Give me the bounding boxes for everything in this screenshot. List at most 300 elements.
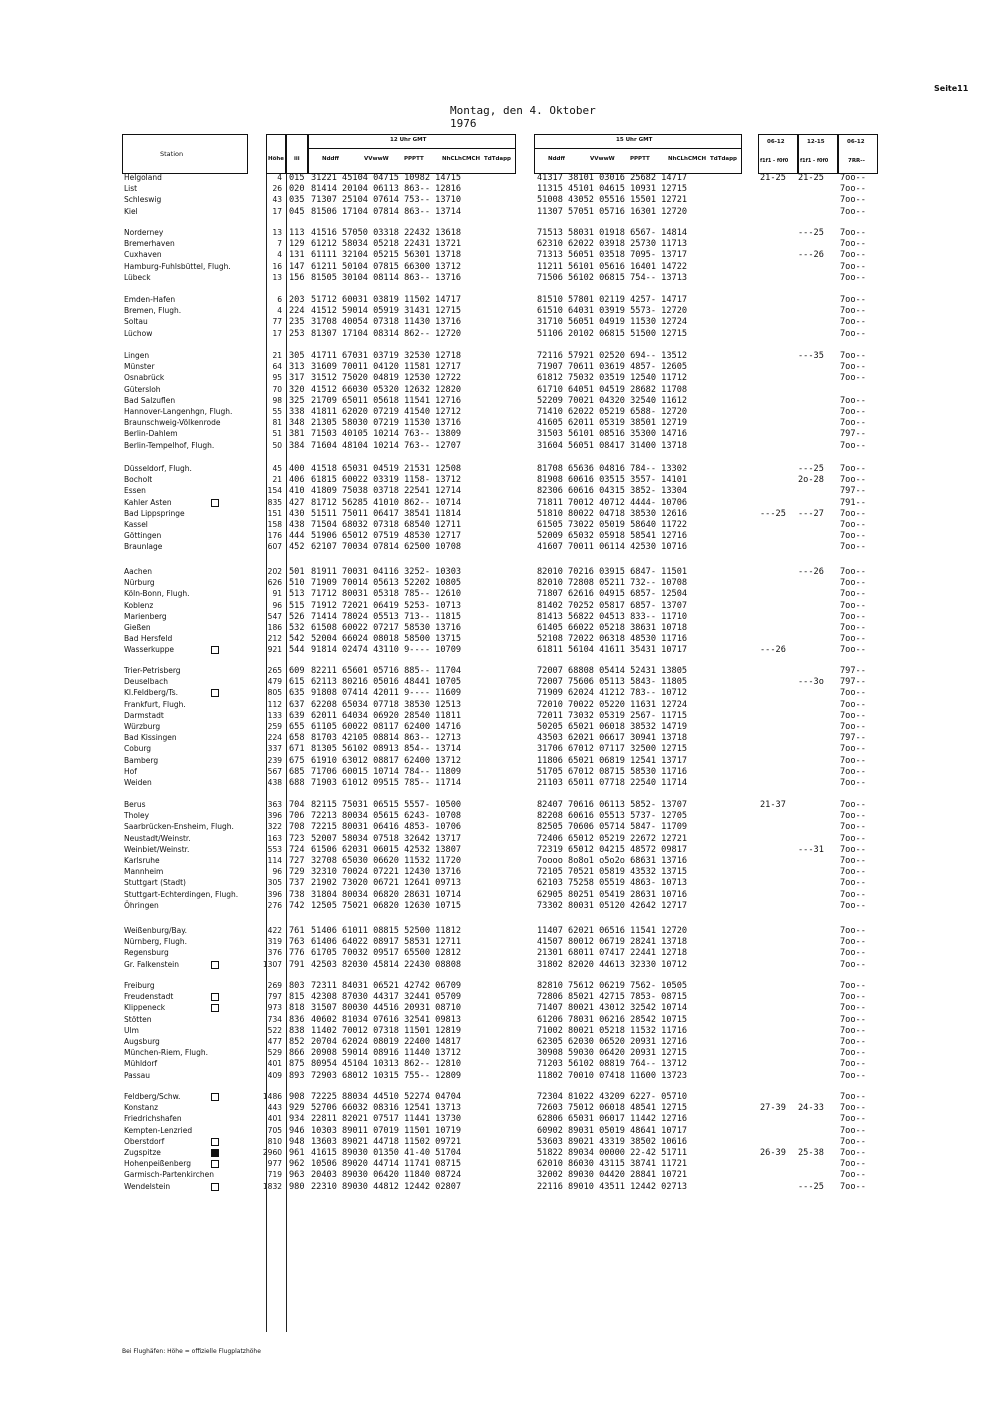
station-height: 705 <box>267 1125 282 1135</box>
station-id: 320 <box>289 384 305 395</box>
obs-12utc: 20403 89030 06420 11840 08724 <box>311 1170 462 1181</box>
station-height: 1832 <box>262 1181 282 1191</box>
col-r3: 7oo-- <box>840 578 866 589</box>
uhr12-header: 12 Uhr GMT <box>390 137 427 143</box>
col-r3: 7oo-- <box>840 295 866 305</box>
station-id: 129 <box>289 239 305 250</box>
station-height: 81 <box>272 418 282 428</box>
obs-15utc: 31604 56051 08417 31400 13718 <box>537 440 688 451</box>
station-header-cell <box>122 134 248 174</box>
square-icon <box>211 961 219 969</box>
hoehe-header: Höhe <box>268 156 285 162</box>
square-icon <box>211 993 219 1001</box>
station-name: Köln-Bonn, Flugh. <box>124 589 190 599</box>
station-height: 265 <box>267 666 282 675</box>
col-r3: 7oo-- <box>840 1181 866 1192</box>
obs-15utc: 81402 70252 05817 6857- 13707 <box>537 600 688 611</box>
col-r3: 7oo-- <box>840 407 866 417</box>
station-height: 797 <box>267 992 282 1002</box>
col-r1: 21-25 <box>760 173 786 183</box>
station-id: 929 <box>289 1103 305 1114</box>
col-r3: 791-- <box>840 497 866 508</box>
obs-15utc: 11315 45101 04615 10931 12715 <box>537 184 688 195</box>
ppptt-header: PPPTT <box>630 156 650 162</box>
station-height: 4 <box>277 173 282 182</box>
obs-15utc: 21301 68011 07417 22441 12718 <box>537 948 688 959</box>
station-id: 852 <box>289 1037 305 1047</box>
obs-12utc: 61211 50104 07815 66300 13712 <box>311 261 462 272</box>
station-name: Augsburg <box>124 1037 160 1046</box>
station-id: 156 <box>289 272 305 283</box>
station-name: Stötten <box>124 1014 152 1024</box>
col-r2: ---26 <box>798 250 824 261</box>
obs-12utc: 71909 70014 05613 52202 10805 <box>311 578 462 589</box>
obs-12utc: 41811 62020 07219 41540 12712 <box>311 407 462 417</box>
station-height: 305 <box>267 878 282 888</box>
station-height: 7 <box>277 239 282 249</box>
col-r1: ---25 <box>760 508 786 519</box>
station-id: 400 <box>289 464 305 474</box>
col-r3: 7oo-- <box>840 1059 866 1070</box>
col-r2: ---25 <box>798 464 824 474</box>
obs-12utc: 71414 78024 05513 713-- 11815 <box>311 611 462 622</box>
station-id: 317 <box>289 373 305 384</box>
col-r2: ---26 <box>798 567 824 577</box>
col-r3: 7oo-- <box>840 811 866 822</box>
station-name: Hamburg-Fuhlsbüttel, Flugh. <box>124 261 231 271</box>
station-id: 113 <box>289 228 305 238</box>
col-r3: 7oo-- <box>840 1048 866 1059</box>
column-rule <box>286 174 287 1332</box>
station-id: 961 <box>289 1148 305 1158</box>
obs-15utc: 43503 62021 06617 30941 13718 <box>537 733 688 744</box>
r3-header: 06-12 <box>847 139 865 145</box>
r3-subheader: 7RR-- <box>848 158 865 164</box>
station-name: Hof <box>124 766 137 776</box>
station-height: 21 <box>272 351 282 360</box>
station-height: 95 <box>272 373 282 383</box>
obs-12utc: 72903 68012 10315 755-- 12809 <box>311 1070 462 1081</box>
station-height: 96 <box>272 600 282 610</box>
square-icon <box>211 1138 219 1146</box>
station-height: 4 <box>277 306 282 316</box>
obs-12utc: 80954 45104 10313 862-- 12810 <box>311 1059 462 1070</box>
station-id: 544 <box>289 645 305 656</box>
station-name: Frankfurt, Flugh. <box>124 699 186 709</box>
station-height: 112 <box>267 699 282 709</box>
station-height: 547 <box>267 611 282 621</box>
col-r3: 797-- <box>840 486 866 497</box>
station-name: Cuxhaven <box>124 250 162 260</box>
obs-12utc: 61105 60022 08117 62400 14716 <box>311 722 462 732</box>
col-r2: ---27 <box>798 508 824 519</box>
station-name: Marienberg <box>124 611 167 621</box>
col-r3: 7oo-- <box>840 395 866 406</box>
station-id: 791 <box>289 959 305 970</box>
col-r3: 7oo-- <box>840 250 866 261</box>
col-r3: 7oo-- <box>840 508 866 519</box>
obs-12utc: 51511 75011 06417 38541 11814 <box>311 508 462 519</box>
station-name: Öhringen <box>124 900 159 910</box>
station-name: München-Riem, Flugh. <box>124 1048 208 1058</box>
station-height: 186 <box>267 623 282 632</box>
station-id: 742 <box>289 900 305 911</box>
r2-subheader: f1f1 - f0f0 <box>800 158 829 164</box>
obs-12utc: 51712 60031 03819 11502 14717 <box>311 295 462 305</box>
obs-15utc: 51810 80022 04718 38530 12616 <box>537 508 688 519</box>
col-r3: 7oo-- <box>840 844 866 855</box>
obs-12utc: 81506 17104 07814 863-- 13714 <box>311 206 462 217</box>
station-id: 818 <box>289 1003 305 1014</box>
col-r2: ---25 <box>798 1181 824 1192</box>
station-id: 639 <box>289 710 305 721</box>
station-name: Kassel <box>124 520 148 529</box>
obs-12utc: 21709 65011 05618 11541 12716 <box>311 395 462 406</box>
col-r3: 7oo-- <box>840 239 866 250</box>
station-id: 615 <box>289 677 305 688</box>
obs-12utc: 81307 17104 08314 862-- 12720 <box>311 328 462 339</box>
obs-15utc: 61505 73022 05019 58640 11722 <box>537 520 688 530</box>
station-id: 338 <box>289 407 305 417</box>
obs-12utc: 31804 80034 06820 28631 10714 <box>311 889 462 900</box>
station-height: 479 <box>267 677 282 687</box>
station-height: 401 <box>267 1114 282 1124</box>
col-r3: 7oo-- <box>840 542 866 553</box>
vvwww-header: VVwwW <box>590 156 615 162</box>
station-name: Friedrichshafen <box>124 1114 182 1124</box>
station-name: Gütersloh <box>124 384 161 394</box>
obs-12utc: 31507 80030 44516 20931 08710 <box>311 1003 462 1014</box>
obs-12utc: 71503 40105 10214 763-- 13809 <box>311 429 462 440</box>
station-id: 635 <box>289 688 305 699</box>
square-icon <box>211 1093 219 1101</box>
obs-12utc: 82115 75031 06515 5557- 10500 <box>311 800 462 810</box>
obs-12utc: 41615 89030 01350 41-40 51704 <box>311 1148 462 1158</box>
station-name: Bremerhaven <box>124 239 175 249</box>
col-r3: 7oo-- <box>840 800 866 810</box>
col-r2: ---3o <box>798 677 824 688</box>
col-r3: 7oo-- <box>840 755 866 766</box>
col-r3: 7oo-- <box>840 1159 866 1170</box>
obs-15utc: 52108 72022 06318 48530 11716 <box>537 634 688 645</box>
station-height: 91 <box>272 589 282 599</box>
iii-header: iii <box>294 156 300 162</box>
col-r3: 7oo-- <box>840 766 866 777</box>
obs-12utc: 31609 70011 04120 11581 12717 <box>311 362 462 373</box>
station-id: 655 <box>289 722 305 732</box>
station-id: 438 <box>289 520 305 530</box>
col-r3: 7oo-- <box>840 600 866 611</box>
station-name: Berlin-Dahlem <box>124 429 178 439</box>
nh-header: NhCLhCMCH <box>668 156 707 162</box>
station-name: Emden-Hafen <box>124 295 176 304</box>
obs-12utc: 61815 60022 03319 1158- 13712 <box>311 475 462 486</box>
station-name: Essen <box>124 486 146 496</box>
col-r1: 27-39 <box>760 1103 786 1114</box>
station-id: 724 <box>289 844 305 855</box>
obs-15utc: 71407 80021 43012 32542 10714 <box>537 1003 688 1014</box>
station-name: Münster <box>124 362 155 372</box>
station-height: 319 <box>267 937 282 947</box>
station-id: 729 <box>289 867 305 878</box>
obs-15utc: 82010 72808 05211 732-- 10708 <box>537 578 688 589</box>
obs-15utc: 72010 70022 05220 11631 12724 <box>537 699 688 710</box>
col-r3: 7oo-- <box>840 645 866 656</box>
obs-15utc: 53603 89021 43319 38502 10616 <box>537 1136 688 1147</box>
obs-15utc: 61812 75032 03519 12540 11712 <box>537 373 688 384</box>
station-name: Helgoland <box>124 173 162 182</box>
station-id: 738 <box>289 889 305 900</box>
col-r3: 7oo-- <box>840 1014 866 1025</box>
obs-15utc: 71506 56102 06815 754-- 13713 <box>537 272 688 283</box>
station-name: Hannover-Langenhgn, Flugh. <box>124 407 233 416</box>
page-title: Montag, den 4. Oktober 1976 <box>450 104 596 130</box>
obs-15utc: 50205 65021 06018 38532 14719 <box>537 722 688 732</box>
obs-12utc: 42503 82030 45814 22430 08808 <box>311 959 462 970</box>
station-name: Berlin-Tempelhof, Flugh. <box>124 440 215 450</box>
station-id: 688 <box>289 778 305 788</box>
station-id: 963 <box>289 1170 305 1181</box>
hoehe-header-cell <box>266 134 286 174</box>
station-name: Lingen <box>124 351 150 360</box>
station-id: 727 <box>289 856 305 866</box>
station-height: 17 <box>272 328 282 338</box>
station-id: 836 <box>289 1014 305 1025</box>
station-name: Wasserkuppe <box>124 645 175 655</box>
station-name: Tholey <box>124 811 150 821</box>
obs-12utc: 20704 62024 08019 22400 14817 <box>311 1037 462 1047</box>
obs-12utc: 10303 89011 07019 11501 10719 <box>311 1125 462 1136</box>
station-height: 401 <box>267 1059 282 1069</box>
station-id: 131 <box>289 250 305 261</box>
obs-12utc: 81703 42105 08814 863-- 12713 <box>311 733 462 744</box>
tdapp-header: TdTdapp <box>484 156 511 162</box>
station-id: 704 <box>289 800 305 810</box>
obs-15utc: 82208 60616 05513 5737- 12705 <box>537 811 688 822</box>
col-r3: 7oo-- <box>840 856 866 866</box>
obs-12utc: 71504 68032 07318 68540 12711 <box>311 520 462 530</box>
station-height: 55 <box>272 407 282 416</box>
obs-12utc: 91814 02474 43110 9---- 10709 <box>311 645 462 656</box>
station-height: 43 <box>272 195 282 205</box>
col-r3: 7oo-- <box>840 206 866 217</box>
obs-12utc: 61212 58034 05218 22431 13721 <box>311 239 462 250</box>
col-r2: ---31 <box>798 844 824 855</box>
square-icon <box>211 1183 219 1191</box>
station-height: 4 <box>277 250 282 260</box>
station-name: Kempten-Lenzried <box>124 1125 193 1135</box>
station-name: Nürburg <box>124 578 155 588</box>
station-name: Aachen <box>124 567 152 576</box>
station-name: Lüchow <box>124 328 153 338</box>
station-height: 133 <box>267 710 282 720</box>
station-name: Bad Hersfeld <box>124 634 173 644</box>
station-id: 348 <box>289 418 305 429</box>
station-height: 810 <box>267 1136 282 1146</box>
col-r3: 7oo-- <box>840 261 866 272</box>
ppptt-header: PPPTT <box>404 156 424 162</box>
obs-12utc: 52004 66024 08018 58500 13715 <box>311 634 462 645</box>
station-height: 21 <box>272 475 282 485</box>
station-id: 515 <box>289 600 305 611</box>
station-height: 6 <box>277 295 282 304</box>
station-id: 946 <box>289 1125 305 1136</box>
col-r3: 797-- <box>840 666 866 676</box>
col-r3: 7oo-- <box>840 418 866 429</box>
col-r3: 7oo-- <box>840 1025 866 1036</box>
col-r3: 7oo-- <box>840 328 866 339</box>
obs-12utc: 62113 80216 05016 48441 10705 <box>311 677 462 688</box>
obs-12utc: 41809 75038 03718 22541 12714 <box>311 486 462 497</box>
station-id: 637 <box>289 699 305 710</box>
obs-12utc: 42308 87030 44317 32441 05709 <box>311 992 462 1003</box>
station-height: 734 <box>267 1014 282 1024</box>
r1-subheader: f1f1 - f0f0 <box>760 158 789 164</box>
obs-12utc: 32708 65030 06620 11532 11720 <box>311 856 462 866</box>
obs-15utc: 62905 80251 05419 28631 10716 <box>537 889 688 900</box>
station-name: Freiburg <box>124 981 155 990</box>
obs-15utc: 11307 57051 05716 16301 12720 <box>537 206 688 217</box>
station-name: Braunlage <box>124 542 163 552</box>
obs-15utc: 62103 75258 05519 4863- 10713 <box>537 878 688 889</box>
obs-12utc: 82211 65601 05716 885-- 11704 <box>311 666 462 676</box>
col-r3: 7oo-- <box>840 1037 866 1047</box>
station-height: 16 <box>272 261 282 271</box>
station-height: 1307 <box>262 959 282 969</box>
station-name: Kl.Feldberg/Ts. <box>124 688 178 698</box>
station-id: 045 <box>289 206 305 217</box>
station-id: 908 <box>289 1092 305 1102</box>
obs-15utc: 73302 80031 05120 42642 12717 <box>537 900 688 911</box>
station-name: List <box>124 184 138 194</box>
obs-15utc: 31710 56051 04919 11530 12724 <box>537 317 688 328</box>
obs-12utc: 62107 70034 07814 62500 10708 <box>311 542 462 553</box>
obs-15utc: 72007 75606 05113 5843- 11805 <box>537 677 688 688</box>
station-name: Feldberg/Schw. <box>124 1092 181 1101</box>
station-id: 035 <box>289 195 305 206</box>
station-height: 26 <box>272 184 282 194</box>
obs-15utc: 72011 73032 05319 2567- 11715 <box>537 710 688 721</box>
station-name: Regensburg <box>124 948 169 958</box>
obs-15utc: 11211 56101 05616 16401 14722 <box>537 261 688 272</box>
station-id: 737 <box>289 878 305 889</box>
station-id: 384 <box>289 440 305 451</box>
obs-15utc: 51705 67012 08715 58530 11716 <box>537 766 688 777</box>
station-name: Gießen <box>124 623 151 632</box>
nddff-header: Nddff <box>322 156 339 162</box>
col-r3: 7oo-- <box>840 959 866 970</box>
station-name: Weinbiet/Weinstr. <box>124 844 190 854</box>
station-height: 276 <box>267 900 282 910</box>
obs-15utc: 62305 62030 06520 20931 12716 <box>537 1037 688 1047</box>
station-name: Weißenburg/Bay. <box>124 926 188 935</box>
station-name: Karlsruhe <box>124 856 160 865</box>
station-height: 269 <box>267 981 282 990</box>
header-divider <box>534 148 742 149</box>
iii-header-cell <box>286 134 308 174</box>
obs-12utc: 21902 73020 06721 12641 09713 <box>311 878 462 889</box>
obs-15utc: 71907 70611 03619 4857- 12605 <box>537 362 688 373</box>
obs-15utc: 71313 56051 03518 7095- 13717 <box>537 250 688 261</box>
obs-15utc: 11407 62021 06516 11541 12720 <box>537 926 688 936</box>
obs-12utc: 72225 88034 44510 52274 04704 <box>311 1092 462 1102</box>
station-id: 980 <box>289 1181 305 1192</box>
obs-15utc: 61710 64051 04519 28682 11708 <box>537 384 688 395</box>
station-id: 675 <box>289 755 305 766</box>
station-id: 893 <box>289 1070 305 1081</box>
col-r3: 7oo-- <box>840 475 866 486</box>
nh-header: NhCLhCMCH <box>442 156 481 162</box>
col-r3: 7oo-- <box>840 317 866 328</box>
obs-12utc: 61508 60022 07217 58530 13716 <box>311 623 462 633</box>
obs-12utc: 71912 72021 06419 5253- 10713 <box>311 600 462 611</box>
obs-12utc: 32310 70024 07221 12430 13716 <box>311 867 462 878</box>
obs-12utc: 62011 64034 06920 28540 11811 <box>311 710 462 721</box>
obs-12utc: 10506 89020 44714 11741 08715 <box>311 1159 462 1170</box>
obs-15utc: 81510 57801 02119 4257- 14717 <box>537 295 688 305</box>
col-r3: 7oo-- <box>840 1148 866 1158</box>
station-height: 224 <box>267 733 282 743</box>
obs-12utc: 61111 32104 05215 56301 13718 <box>311 250 462 261</box>
col-r3: 797-- <box>840 429 866 440</box>
station-name: Nürnberg, Flugh. <box>124 937 187 947</box>
col-r3: 7oo-- <box>840 822 866 833</box>
station-height: 438 <box>267 778 282 787</box>
station-name: Saarbrücken-Ensheim, Flugh. <box>124 822 234 832</box>
obs-12utc: 61910 63012 08817 62400 13712 <box>311 755 462 766</box>
station-name: Stuttgart-Echterdingen, Flugh. <box>124 889 239 899</box>
square-icon <box>211 689 219 697</box>
obs-15utc: 72406 65012 05219 22672 12721 <box>537 833 688 844</box>
station-id: 452 <box>289 542 305 553</box>
obs-15utc: 81908 60616 03515 3557- 14101 <box>537 475 688 486</box>
station-name: Würzburg <box>124 722 161 731</box>
obs-12utc: 31221 45104 04715 10982 14715 <box>311 173 462 183</box>
col-r3: 7oo-- <box>840 1170 866 1181</box>
station-id: 430 <box>289 508 305 519</box>
station-id: 934 <box>289 1114 305 1125</box>
nddff-header: Nddff <box>548 156 565 162</box>
square-icon <box>211 499 219 507</box>
obs-15utc: 61811 56104 41611 35431 10717 <box>537 645 688 656</box>
obs-12utc: 40602 81034 07616 32541 09813 <box>311 1014 462 1025</box>
col-r3: 7oo-- <box>840 926 866 936</box>
station-height: 921 <box>267 645 282 655</box>
obs-12utc: 51906 65012 07519 48530 12717 <box>311 531 462 542</box>
station-height: 151 <box>267 508 282 518</box>
obs-12utc: 22811 82021 07517 11441 13730 <box>311 1114 462 1125</box>
col-r3: 7oo-- <box>840 520 866 530</box>
station-height: 805 <box>267 688 282 698</box>
obs-15utc: 11802 70010 07418 11600 13723 <box>537 1070 688 1081</box>
obs-15utc: 72116 57921 02520 694-- 13512 <box>537 351 688 361</box>
station-id: 224 <box>289 306 305 317</box>
station-height: 17 <box>272 206 282 216</box>
col-r3: 7oo-- <box>840 1136 866 1147</box>
station-height: 212 <box>267 634 282 644</box>
col-r3: 7oo-- <box>840 833 866 844</box>
station-id: 253 <box>289 328 305 339</box>
obs-12utc: 61705 70032 09517 65500 12812 <box>311 948 462 959</box>
col-r3: 7oo-- <box>840 351 866 361</box>
station-header: Station <box>160 150 184 158</box>
obs-12utc: 72311 84031 06521 42742 06709 <box>311 981 462 991</box>
obs-12utc: 52706 66032 08316 12541 13713 <box>311 1103 462 1114</box>
obs-15utc: 71513 58031 01918 6567- 14814 <box>537 228 688 238</box>
station-id: 313 <box>289 362 305 373</box>
col-r3: 7oo-- <box>840 634 866 645</box>
col-r3: 7oo-- <box>840 1003 866 1014</box>
